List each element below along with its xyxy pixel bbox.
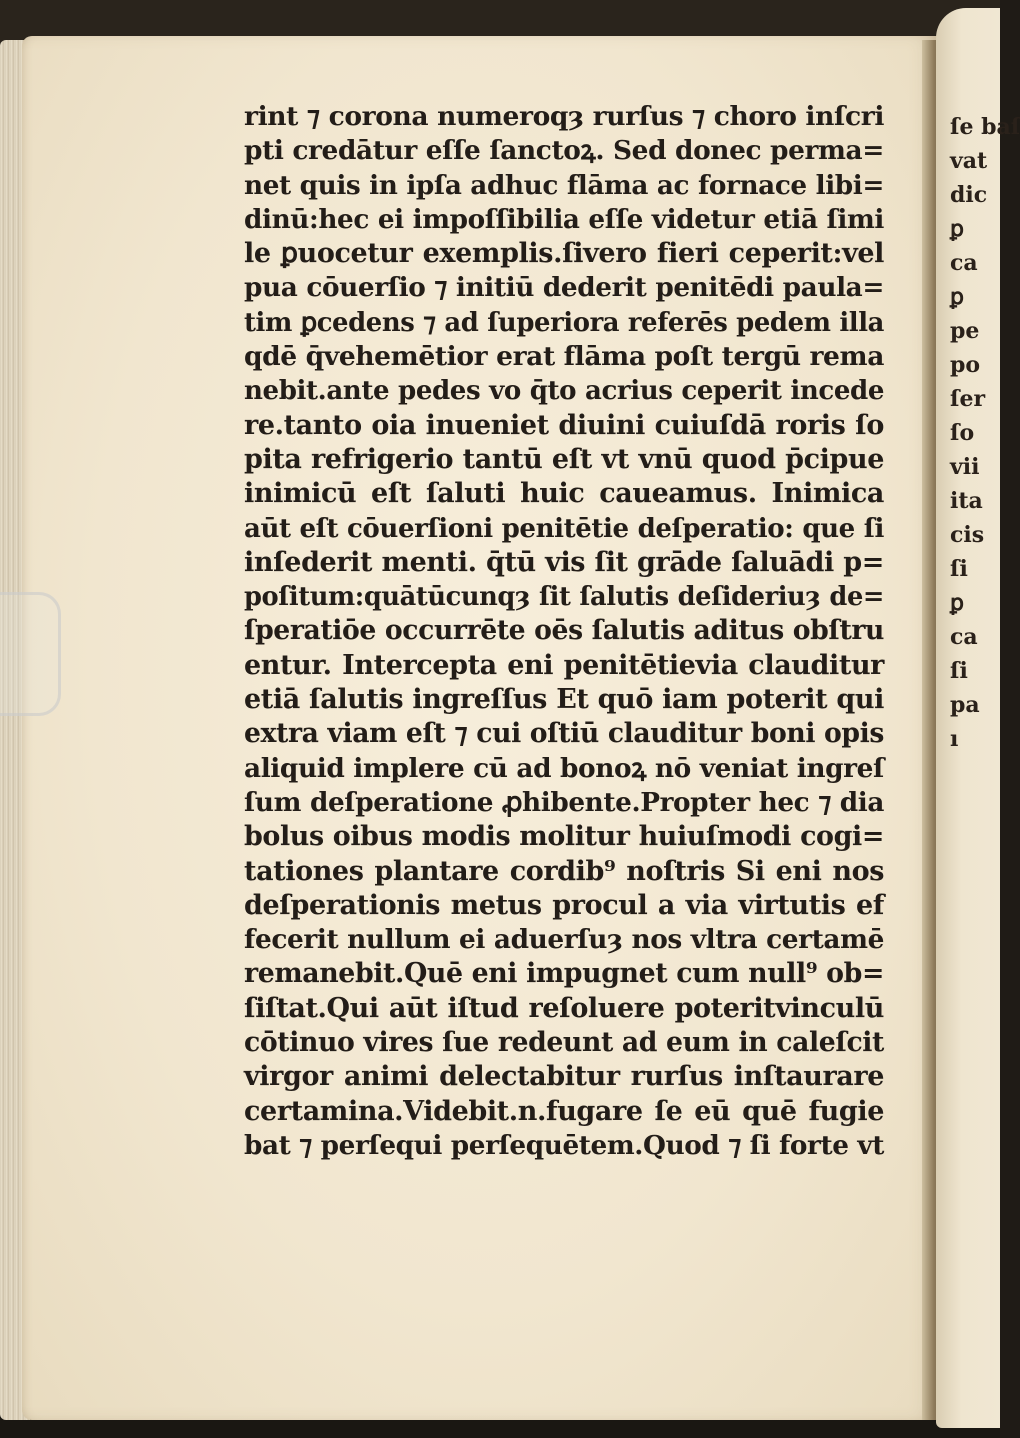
text-line: entur. Intercepta eni penitētievia clauditur xyxy=(244,649,884,681)
text-line: cōtinuo vires ſue redeunt ad eum in caleſcit xyxy=(244,1027,884,1059)
facing-page-fragment: ſi xyxy=(950,658,968,684)
facing-page-fragment: pa xyxy=(950,692,980,718)
text-line: fecerit nullum ei aduerſuȝ nos vltra certamē xyxy=(244,924,884,956)
text-line: remanebit.Quē eni impugnet cum null⁹ ob= xyxy=(244,958,884,990)
facing-page-fragment: po xyxy=(950,352,981,378)
text-line: deſperationis metus procul a via virtutis ef xyxy=(244,889,884,921)
text-line: bat ⁊ perſequi perſequētem.Quod ⁊ ſi forte vt xyxy=(244,1129,884,1161)
text-line: extra viam eſt ⁊ cui oſtiū clauditur boni opis xyxy=(244,718,884,750)
text-line: etiā ſalutis ingreſſus Et quō iam poterit qui xyxy=(244,684,884,716)
text-line: rint ⁊ corona numeroqȝ rurſus ⁊ choro inſcri xyxy=(244,101,884,132)
text-line: pua cōuerſio ⁊ initiū dederit penitēdi paula= xyxy=(244,272,884,304)
text-line: le ꝑuocetur exemplis.ſivero fieri ceperit:vel xyxy=(244,238,884,270)
text-line: tim ꝑcedens ⁊ ad ſuperiora referēs pedem illa xyxy=(244,307,884,338)
facing-page-fragment: ſer xyxy=(950,386,986,412)
facing-page-fragment: ſo xyxy=(950,420,975,446)
text-line: nebit.ante pedes vo q̄to acrius ceperit incede xyxy=(244,376,884,407)
facing-page-fragment: ita xyxy=(950,488,983,514)
text-line: dinū:hec ei impoſſibilia eſſe videtur etiā ſimi xyxy=(244,203,884,235)
facing-page-fragment: dic xyxy=(950,182,988,208)
printed-text-block xyxy=(244,100,884,1163)
text-line: aūt eſt cōuerſioni penitētie deſperatio: que ſi xyxy=(244,513,884,544)
facing-page-fragment: ı xyxy=(950,726,959,752)
text-line: qdē q̄vehemētior erat flāma poſt tergū rema xyxy=(244,341,884,373)
facing-page-edge xyxy=(936,8,1020,1428)
text-line: inſederit menti. q̄tū vis ſit grāde ſaluādi p= xyxy=(244,546,884,578)
facing-page-fragment: vii xyxy=(950,454,980,480)
facing-page-fragment: vat xyxy=(950,148,988,174)
facing-page-fragment: ca xyxy=(950,250,978,276)
text-line: certamina.Videbit.n.fugare ſe eū quē fugie xyxy=(244,1095,884,1127)
text-line: re.tanto oia inueniet diuini cuiuſdā roris ſo xyxy=(244,409,884,441)
text-line: net quis in ipſa adhuc flāma ac fornace libi= xyxy=(244,169,884,201)
facing-page-fragment: pe xyxy=(950,318,980,344)
text-line: ſum deſperatione ꝓhibente.Propter hec ⁊ dia xyxy=(244,786,884,818)
text-line: ſiſtat.Qui aūt iſtud reſoluere poteritvinculū xyxy=(244,992,884,1024)
facing-page-fragment: ꝑ xyxy=(950,216,964,242)
facing-page-fragment: ꝑ xyxy=(950,284,964,310)
text-line: aliquid implere cū ad bonoꝝ nō veniat ingreſ xyxy=(244,752,884,784)
text-line: poſitum:quātūcunqȝ ſit ſalutis deſideriuȝ de= xyxy=(244,582,884,613)
text-line: pita refrigerio tantū eſt vt vnū quod p̄cipue xyxy=(244,443,884,475)
facing-page-fragment: ſe baſ xyxy=(950,114,1020,140)
facing-page-fragment: cis xyxy=(950,522,985,548)
facing-page-fragment: ꝑ xyxy=(950,590,964,616)
text-line: pti credātur eſſe ſanctoꝝ. Sed donec perma= xyxy=(244,135,884,167)
text-line: bolus oibus modis molitur huiuſmodi cogi= xyxy=(244,821,884,853)
facing-page-fragment: ca xyxy=(950,624,978,650)
text-line: tationes plantare cordib⁹ noſtris Si eni nos xyxy=(244,855,884,887)
page-clip xyxy=(0,592,61,716)
text-line: virgor animi delectabitur rurſus inſtaurare xyxy=(244,1061,884,1093)
text-line: ſperatiōe occurrēte oēs ſalutis aditus obſtru xyxy=(244,615,884,647)
facing-page-fragment: ſi xyxy=(950,556,968,582)
text-line: inimicū eſt ſaluti huic caueamus. Inimica xyxy=(244,478,884,510)
